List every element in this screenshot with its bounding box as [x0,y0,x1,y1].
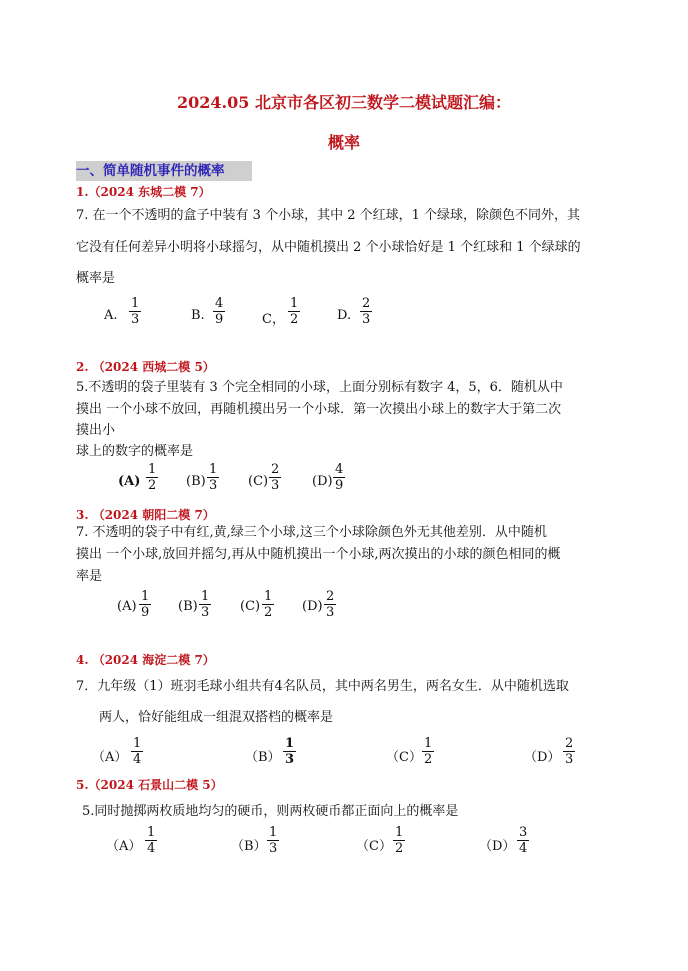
fraction-denominator: 2 [395,841,404,856]
fraction-denominator: 3 [326,605,335,620]
fraction-numerator: 1 [141,589,150,604]
question-text-line: 摸出 一个小球不放回，再随机摸出另一个小球．第一次摸出小球上的数字大于第二次 [76,402,562,417]
option-label: （B） [245,750,281,765]
fraction-denominator: 3 [269,841,278,856]
option-label: （A） [106,839,142,854]
question-text-line: 5.不透明的袋子里装有 3 个完全相同的小球，上面分别标有数字 4，5，6．随机从中 [76,380,563,395]
option-fraction [563,736,575,767]
option-label: （C） [356,839,392,854]
fraction-denominator: 3 [285,752,295,767]
fraction-numerator: 1 [147,825,156,840]
fraction-denominator: 9 [141,605,150,620]
question-text-line: 摸出小 [76,423,116,438]
option-label: A. [104,308,118,323]
option-label: （A） [92,750,128,765]
option-fraction [324,589,336,620]
fraction-numerator: 3 [519,825,528,840]
option-fraction [267,825,279,856]
fraction-denominator: 3 [131,312,140,327]
question-text-line: 5.同时抛掷两枚质地均匀的硬币，则两枚硬币都正面向上的概率是 [82,804,459,819]
question-source: 4. （2024 海淀二模 7） [76,653,215,667]
fraction-numerator: 1 [148,462,157,477]
option-fraction [360,296,372,327]
question-source: 2. （2024 西城二模 5） [76,360,215,374]
option-fraction [129,296,141,327]
fraction-numerator: 1 [290,296,299,311]
option-label: (A) [118,474,141,489]
fraction-denominator: 9 [335,478,344,493]
fraction-denominator: 3 [209,478,218,493]
question-text-line: 概率是 [76,271,116,286]
answer-options [0,736,688,776]
question-source: 3. （2024 朝阳二模 7） [76,508,215,522]
fraction-numerator: 4 [215,296,224,311]
question-text-line: 7. 在一个不透明的盒子中装有 3 个小球，其中 2 个红球，1 个绿球，除颜色不同外，其 [76,208,581,223]
fraction-numerator: 1 [424,736,433,751]
option-fraction [269,462,281,493]
fraction-numerator: 2 [565,736,574,751]
option-fraction [207,462,219,493]
option-label: (A) [117,599,137,614]
option-label: C， [262,312,285,327]
answer-options [0,462,688,502]
answer-options [0,825,688,865]
fraction-denominator: 3 [271,478,280,493]
fraction-numerator: 1 [264,589,273,604]
option-label: B. [191,308,205,323]
fraction-denominator: 3 [201,605,210,620]
option-fraction [145,825,157,856]
option-fraction [393,825,405,856]
fraction-denominator: 2 [424,752,433,767]
option-label: (B) [186,474,206,489]
option-label: （B） [231,839,267,854]
fraction-numerator: 4 [335,462,344,477]
fraction-denominator: 4 [519,841,528,856]
fraction-numerator: 1 [209,462,218,477]
option-fraction [333,462,345,493]
fraction-numerator: 2 [326,589,335,604]
option-fraction [213,296,225,327]
option-label: （D） [524,750,561,765]
question-text-line: 球上的数字的概率是 [76,444,194,459]
fraction-denominator: 2 [290,312,299,327]
option-label: （C） [386,750,422,765]
option-fraction [283,736,296,767]
option-label: (D) [312,474,333,489]
option-fraction [517,825,529,856]
fraction-numerator: 1 [131,296,140,311]
fraction-denominator: 2 [264,605,273,620]
document-subtitle: 概率 [327,133,360,152]
fraction-denominator: 3 [362,312,371,327]
option-label: (D) [302,599,323,614]
question-text-line: 两人，恰好能组成一组混双搭档的概率是 [99,710,334,725]
fraction-denominator: 3 [565,752,574,767]
question-text-line: 7．九年级（1）班羽毛球小组共有4名队员，其中两名男生，两名女生．从中随机选取 [76,679,569,694]
option-fraction [422,736,434,767]
option-fraction [131,736,143,767]
option-label: （D） [479,839,516,854]
option-label: (B) [178,599,198,614]
fraction-numerator: 1 [285,736,295,751]
question-text-line: 率是 [76,569,103,584]
fraction-numerator: 1 [395,825,404,840]
answer-options [0,589,688,629]
option-label: D. [337,308,352,323]
fraction-denominator: 9 [215,312,224,327]
fraction-numerator: 1 [269,825,278,840]
answer-options [0,296,688,336]
option-label: (C) [240,599,261,614]
question-text-line: 它没有任何差异小明将小球摇匀，从中随机摸出 2 个小球恰好是 1 个红球和 1 个绿球的 [76,240,581,255]
fraction-denominator: 4 [133,752,142,767]
option-fraction [262,589,274,620]
document-title: 2024.05 北京市各区初三数学二模试题汇编： [177,93,511,112]
option-fraction [139,589,151,620]
question-text-line: 摸出 一个小球,放回并摇匀,再从中随机摸出一个小球,两次摸出的小球的颜色相同的概 [76,547,561,562]
question-text-line: 7. 不透明的袋子中有红,黄,绿三个小球,这三个小球除颜色外无其他差别．从中随机 [76,525,547,540]
option-fraction [288,296,300,327]
option-fraction [146,462,158,493]
fraction-denominator: 2 [148,478,157,493]
fraction-numerator: 2 [271,462,280,477]
question-source: 1.（2024 东城二模 7） [76,185,211,199]
section-heading: 一、简单随机事件的概率 [76,161,252,181]
fraction-numerator: 2 [362,296,371,311]
fraction-numerator: 1 [201,589,210,604]
option-fraction [199,589,211,620]
fraction-denominator: 4 [147,841,156,856]
question-source: 5.（2024 石景山二模 5） [76,778,223,792]
option-label: (C) [248,474,269,489]
fraction-numerator: 1 [133,736,142,751]
